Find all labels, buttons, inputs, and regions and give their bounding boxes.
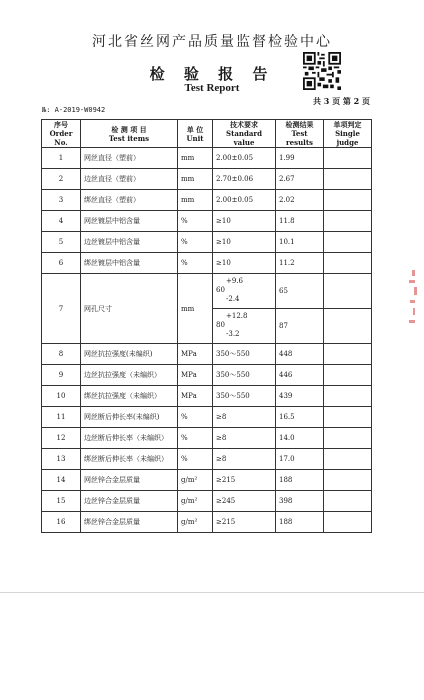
order-number-cell: 12	[42, 428, 81, 449]
standard-value-cell: +12.8 80 -3.2	[213, 309, 276, 344]
standard-value-cell: ≥245	[213, 491, 276, 512]
standard-value-cell: ≥8	[213, 407, 276, 428]
column-header: 单 位 Unit	[178, 120, 213, 148]
single-judge-cell	[324, 169, 372, 190]
unit-cell: MPa	[178, 365, 213, 386]
test-item-cell: 边丝直径（塑前）	[81, 169, 178, 190]
test-result-cell: 16.5	[276, 407, 324, 428]
table-header-row	[42, 120, 372, 148]
order-number-cell: 16	[42, 512, 81, 533]
unit-cell: %	[178, 407, 213, 428]
standard-value-cell: ≥10	[213, 232, 276, 253]
test-item-cell: 绑丝断后伸长率（未编织）	[81, 449, 178, 470]
single-judge-cell	[324, 386, 372, 407]
single-judge-cell	[324, 148, 372, 169]
table-row	[42, 232, 372, 253]
single-judge-cell	[324, 309, 372, 344]
column-header: 单项判定 Single judge	[324, 120, 372, 148]
single-judge-cell	[324, 274, 372, 309]
column-header: 序号 Order No.	[42, 120, 81, 148]
unit-cell: g/m²	[178, 491, 213, 512]
test-result-cell: 17.0	[276, 449, 324, 470]
table-row	[42, 274, 372, 309]
test-result-cell: 398	[276, 491, 324, 512]
order-number-cell: 14	[42, 470, 81, 491]
page-counter: 共 3 页 第 2 页	[312, 96, 370, 106]
standard-value-cell: ≥10	[213, 253, 276, 274]
test-item-cell: 绑丝镀层中铝含量	[81, 253, 178, 274]
test-result-cell: 1.99	[276, 148, 324, 169]
standard-value-cell: 2.70±0.06	[213, 169, 276, 190]
table-row	[42, 512, 372, 533]
standard-value-cell: ≥215	[213, 470, 276, 491]
table-row	[42, 253, 372, 274]
test-item-cell: 边丝抗拉强度（未编织）	[81, 365, 178, 386]
test-result-cell: 87	[276, 309, 324, 344]
table-row	[42, 491, 372, 512]
unit-cell: %	[178, 232, 213, 253]
table-row	[42, 470, 372, 491]
test-result-cell: 2.02	[276, 190, 324, 211]
standard-value-cell: ≥10	[213, 211, 276, 232]
unit-cell: mm	[178, 190, 213, 211]
unit-cell: MPa	[178, 344, 213, 365]
unit-cell: %	[178, 449, 213, 470]
single-judge-cell	[324, 428, 372, 449]
single-judge-cell	[324, 365, 372, 386]
standard-value-cell: 2.00±0.05	[213, 148, 276, 169]
standard-value-cell: 350～550	[213, 386, 276, 407]
single-judge-cell	[324, 344, 372, 365]
test-result-cell: 11.2	[276, 253, 324, 274]
test-results-table	[41, 119, 372, 533]
test-item-cell: 网丝锌合金层质量	[81, 470, 178, 491]
table-row	[42, 211, 372, 232]
table-row	[42, 428, 372, 449]
order-number-cell: 9	[42, 365, 81, 386]
order-number-cell: 1	[42, 148, 81, 169]
standard-value-cell: 350～550	[213, 344, 276, 365]
table-row	[42, 169, 372, 190]
column-header: 技术要求 Standard value	[213, 120, 276, 148]
test-result-cell: 188	[276, 512, 324, 533]
order-number-cell: 8	[42, 344, 81, 365]
test-item-cell: 网丝断后伸长率(未编织)	[81, 407, 178, 428]
unit-cell: g/m²	[178, 512, 213, 533]
test-result-cell: 65	[276, 274, 324, 309]
test-result-cell: 188	[276, 470, 324, 491]
order-number-cell: 5	[42, 232, 81, 253]
order-number-cell: 3	[42, 190, 81, 211]
order-number-cell: 2	[42, 169, 81, 190]
unit-cell: mm	[178, 274, 213, 344]
order-number-cell: 6	[42, 253, 81, 274]
single-judge-cell	[324, 470, 372, 491]
single-judge-cell	[324, 211, 372, 232]
table-row	[42, 386, 372, 407]
test-result-cell: 446	[276, 365, 324, 386]
order-number-cell: 10	[42, 386, 81, 407]
order-number-cell: 11	[42, 407, 81, 428]
table-row	[42, 190, 372, 211]
test-result-cell: 2.67	[276, 169, 324, 190]
test-item-cell: 网丝镀层中铝含量	[81, 211, 178, 232]
single-judge-cell	[324, 253, 372, 274]
standard-value-cell: +9.6 60 -2.4	[213, 274, 276, 309]
report-title-en: Test Report	[184, 82, 240, 94]
test-item-cell: 边丝镀层中铝含量	[81, 232, 178, 253]
single-judge-cell	[324, 232, 372, 253]
standard-value-cell: ≥215	[213, 512, 276, 533]
test-item-cell: 网孔尺寸	[81, 274, 178, 344]
order-number-cell: 7	[42, 274, 81, 344]
single-judge-cell	[324, 491, 372, 512]
standard-value-cell: ≥8	[213, 449, 276, 470]
single-judge-cell	[324, 407, 372, 428]
test-item-cell: 边丝锌合金层质量	[81, 491, 178, 512]
standard-value-cell: 350～550	[213, 365, 276, 386]
unit-cell: mm	[178, 148, 213, 169]
table-row	[42, 365, 372, 386]
blank-margin	[0, 593, 424, 700]
test-item-cell: 绑丝直径（塑前）	[81, 190, 178, 211]
test-result-cell: 14.0	[276, 428, 324, 449]
order-number-cell: 13	[42, 449, 81, 470]
test-item-cell: 绑丝锌合金层质量	[81, 512, 178, 533]
unit-cell: %	[178, 211, 213, 232]
test-result-cell: 10.1	[276, 232, 324, 253]
unit-cell: %	[178, 253, 213, 274]
single-judge-cell	[324, 449, 372, 470]
table-row	[42, 344, 372, 365]
standard-value-cell: 2.00±0.05	[213, 190, 276, 211]
test-item-cell: 网丝直径（塑前）	[81, 148, 178, 169]
report-title: 检 验 报 告	[149, 65, 275, 83]
table-row	[42, 148, 372, 169]
order-number-cell: 4	[42, 211, 81, 232]
unit-cell: mm	[178, 169, 213, 190]
standard-value-cell: ≥8	[213, 428, 276, 449]
report-number: №: A-2019-W0942	[42, 106, 106, 114]
unit-cell: g/m²	[178, 470, 213, 491]
seal-stamp	[407, 270, 421, 330]
column-header: 检 测 项 目 Test items	[81, 120, 178, 148]
table-row	[42, 449, 372, 470]
single-judge-cell	[324, 190, 372, 211]
test-result-cell: 11.8	[276, 211, 324, 232]
order-number-cell: 15	[42, 491, 81, 512]
single-judge-cell	[324, 512, 372, 533]
test-item-cell: 边丝断后伸长率（未编织）	[81, 428, 178, 449]
test-result-cell: 439	[276, 386, 324, 407]
unit-cell: %	[178, 428, 213, 449]
test-item-cell: 绑丝抗拉强度（未编织）	[81, 386, 178, 407]
test-item-cell: 网丝抗拉强度(未编织)	[81, 344, 178, 365]
unit-cell: MPa	[178, 386, 213, 407]
test-result-cell: 448	[276, 344, 324, 365]
organization-name: 河北省丝网产品质量监督检验中心	[92, 34, 332, 50]
column-header: 检测结果 Test results	[276, 120, 324, 148]
table-row	[42, 407, 372, 428]
